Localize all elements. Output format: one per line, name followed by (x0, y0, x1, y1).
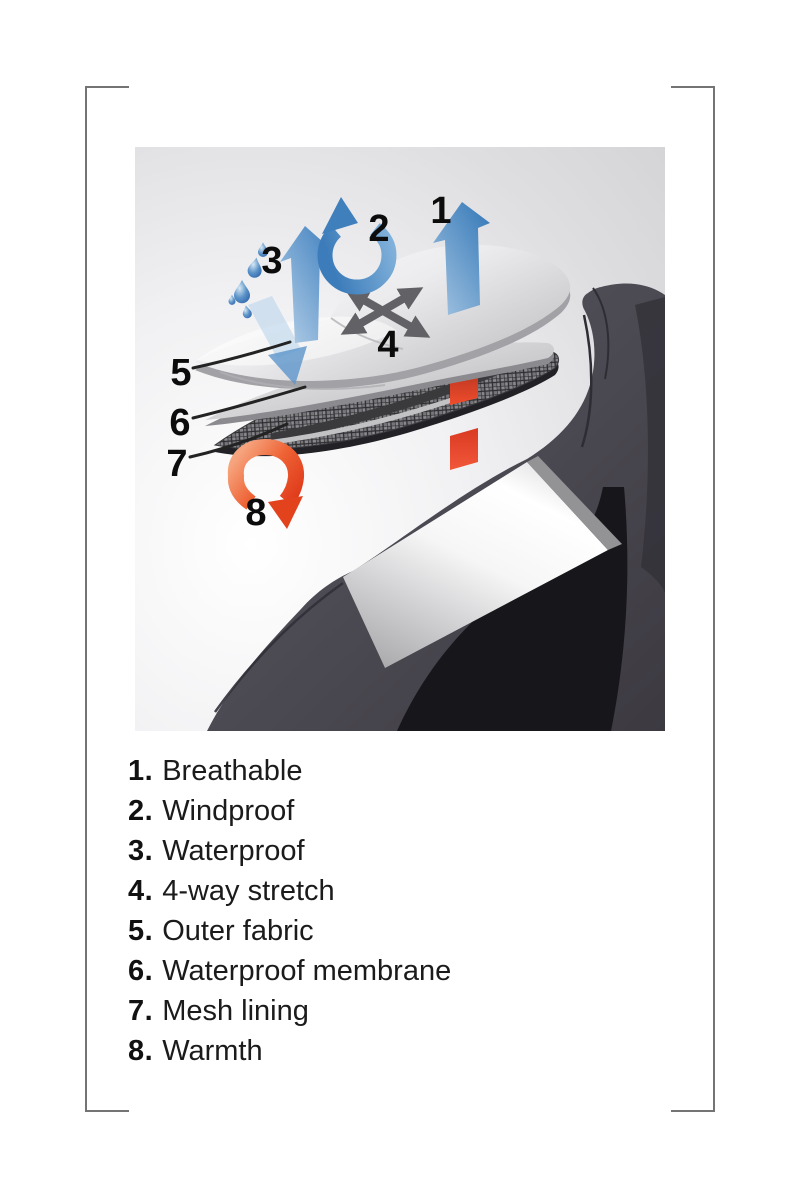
legend-item-waterproof (128, 831, 451, 871)
marker-2: 2 (368, 208, 390, 250)
marker-4: 4 (377, 324, 399, 366)
marker-1: 1 (430, 190, 452, 232)
marker-5: 5 (170, 352, 192, 394)
marker-6: 6 (169, 402, 191, 444)
legend-label: Waterproof (162, 835, 305, 867)
marker-7: 7 (166, 443, 188, 485)
legend-number: 8. (128, 1035, 154, 1067)
crop-mark-left-vertical (85, 86, 87, 1112)
legend-label: Warmth (162, 1035, 263, 1067)
legend-item-mesh-lining (128, 991, 451, 1031)
legend-label: 4-way stretch (162, 875, 335, 907)
crop-mark-bottom-left (85, 1110, 129, 1112)
crop-mark-bottom-right (671, 1110, 715, 1112)
feature-legend (128, 751, 451, 1071)
marker-3: 3 (261, 240, 283, 282)
legend-number: 4. (128, 875, 154, 907)
crop-mark-right-vertical (713, 86, 715, 1112)
crop-mark-top-left (85, 86, 129, 88)
legend-label: Mesh lining (162, 995, 309, 1027)
legend-number: 7. (128, 995, 154, 1027)
legend-label: Windproof (162, 795, 295, 827)
crop-mark-top-right (671, 86, 715, 88)
legend-item-breathable (128, 751, 451, 791)
legend-number: 2. (128, 795, 154, 827)
marker-8: 8 (245, 492, 267, 534)
legend-label: Outer fabric (162, 915, 314, 947)
legend-number: 5. (128, 915, 154, 947)
legend-item-windproof (128, 791, 451, 831)
legend-label: Breathable (162, 755, 303, 787)
legend-number: 1. (128, 755, 154, 787)
fabric-technology-figure (135, 147, 665, 731)
legend-item-4-way-stretch (128, 871, 451, 911)
legend-label: Waterproof membrane (162, 955, 452, 987)
legend-item-waterproof-membrane (128, 951, 451, 991)
legend-item-outer-fabric (128, 911, 451, 951)
legend-number: 6. (128, 955, 154, 987)
legend-number: 3. (128, 835, 154, 867)
legend-item-warmth (128, 1031, 451, 1071)
